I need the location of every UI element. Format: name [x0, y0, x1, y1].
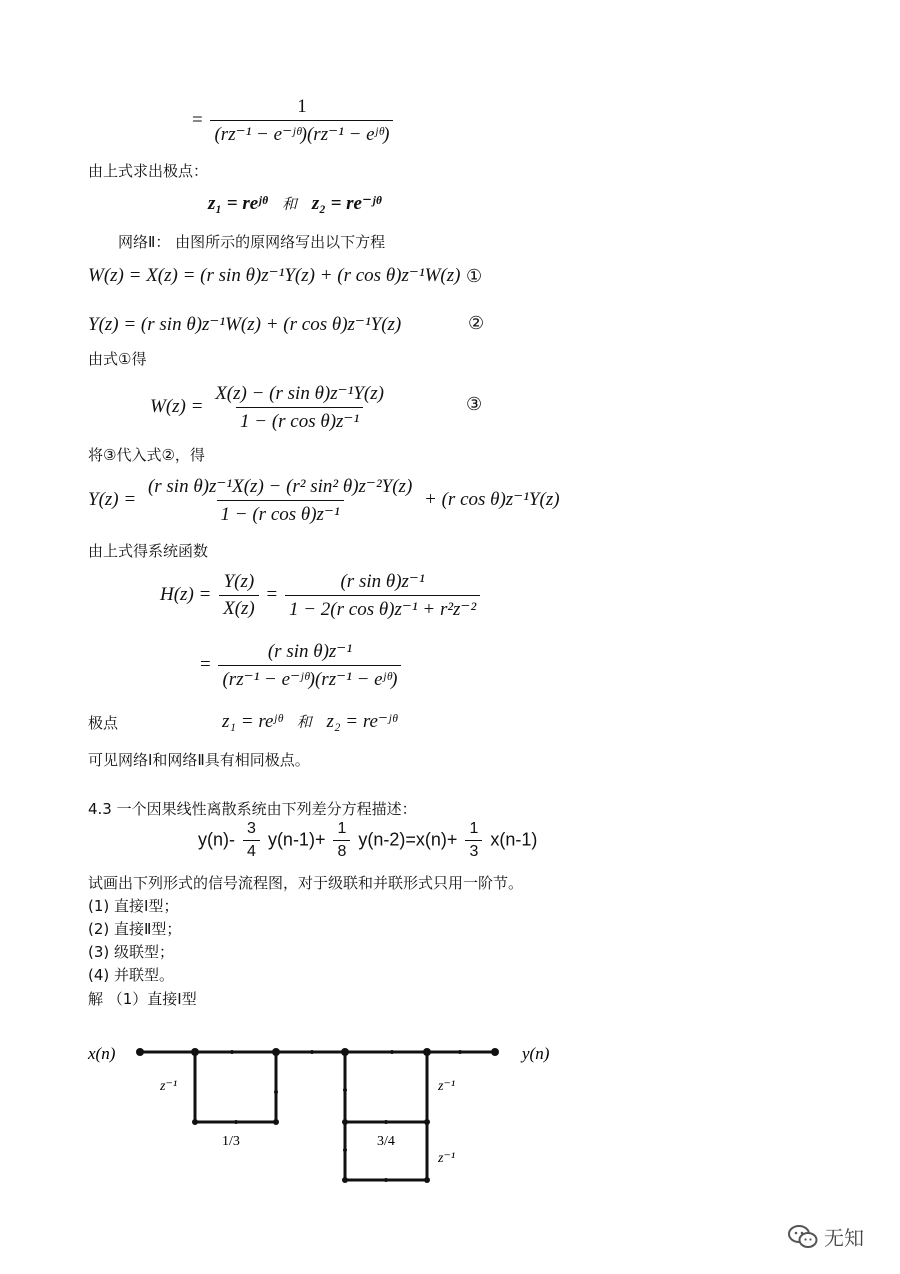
list-item: (3) 级联型；	[88, 943, 175, 961]
text-same-poles: 可见网络Ⅰ和网络Ⅱ具有相同极点。	[88, 751, 310, 769]
text-solution: 解 （1）直接Ⅰ型	[88, 990, 197, 1008]
arrow-mark	[458, 1050, 462, 1054]
equation-5-lhs: H(z) =	[160, 583, 212, 605]
numerator: 3	[247, 820, 256, 837]
arrow-mark	[343, 1088, 347, 1092]
input-label: x(n)	[88, 1044, 116, 1063]
node	[272, 1048, 280, 1056]
equation-3	[150, 382, 391, 433]
node	[423, 1048, 431, 1056]
wechat-icon	[788, 1224, 818, 1250]
denominator: X(z)	[219, 595, 259, 620]
difference-equation	[198, 820, 537, 861]
text-poles-intro: 由上式求出极点：	[88, 162, 209, 180]
denominator: 1 − 2(r cos θ)z⁻¹ + r²z⁻²	[285, 595, 480, 621]
node	[191, 1048, 199, 1056]
arrow-mark	[390, 1050, 394, 1054]
arrow-mark	[230, 1050, 234, 1054]
text-network2: 网络Ⅱ： 由图所示的原网络写出以下方程	[118, 233, 386, 251]
equals-sign: =	[192, 109, 203, 131]
text-substitute: 将③代入式②，得	[88, 446, 205, 464]
denominator: 1 − (r cos θ)z⁻¹	[236, 407, 363, 433]
watermark-text: 无知	[824, 1226, 864, 1250]
equation-4-lhs: Y(z) =	[88, 488, 137, 510]
node	[424, 1177, 430, 1183]
equation-2	[88, 313, 401, 336]
equation-3-marker: ③	[466, 394, 483, 415]
gain-label-right: 3/4	[377, 1134, 395, 1149]
and-word: 和	[296, 713, 312, 731]
diff-term-b: y(n-1)+	[267, 829, 326, 850]
node	[424, 1119, 430, 1125]
node	[341, 1048, 349, 1056]
diff-term-a: y(n)-	[198, 829, 235, 850]
numerator: X(z) − (r sin θ)z⁻¹Y(z)	[215, 383, 384, 404]
node	[192, 1119, 198, 1125]
watermark	[788, 1222, 864, 1251]
gain-label-left: 1/3	[222, 1134, 240, 1149]
fraction-3-4	[243, 820, 260, 861]
arrow-mark	[234, 1120, 238, 1124]
equation-top	[192, 96, 396, 146]
equation-2-body: Y(z) = (r sin θ)z⁻¹W(z) + (r cos θ)z⁻¹Y(z)	[88, 314, 402, 335]
node	[342, 1177, 348, 1183]
arrow-mark	[384, 1178, 388, 1182]
signal-flow-diagram	[0, 1030, 600, 1200]
numerator: (r sin θ)z⁻¹	[267, 641, 353, 662]
denominator: 8	[333, 840, 350, 861]
diff-term-c: y(n-2)=x(n)+	[358, 829, 458, 850]
text-question-4-3: 4.3 一个因果线性离散系统由下列差分方程描述：	[88, 800, 417, 818]
numerator: 1	[337, 820, 347, 837]
numerator: (r sin θ)z⁻¹	[340, 571, 425, 592]
denominator: 1 − (r cos θ)z⁻¹	[217, 500, 344, 526]
delay-label-right-2: z⁻¹	[438, 1151, 456, 1166]
denominator: (rz⁻¹ − e⁻ʲᶿ)(rz⁻¹ − eʲᶿ)	[218, 665, 401, 691]
equation-2-marker: ②	[468, 313, 485, 334]
numerator: 1	[469, 820, 479, 837]
pole-z2: z₂ = re⁻ʲᶿ	[326, 711, 397, 732]
list-item: (4) 并联型。	[88, 966, 175, 984]
output-label: y(n)	[522, 1044, 550, 1063]
poles-equation-2	[222, 710, 397, 733]
delay-label-left: z⁻¹	[160, 1079, 178, 1094]
arrow-mark	[310, 1050, 314, 1054]
arrow-mark	[343, 1148, 347, 1152]
text-task: 试画出下列形式的信号流程图，对于级联和并联形式只用一阶节。	[88, 874, 524, 892]
equation-1-body: W(z) = X(z) = (r sin θ)z⁻¹Y(z) + (r cos θ)z⁻¹W(z)	[88, 265, 461, 286]
equation-6	[200, 640, 404, 691]
equation-4-tail: + (r cos θ)z⁻¹Y(z)	[424, 488, 560, 510]
equals-sign: =	[200, 653, 211, 675]
fraction	[210, 96, 393, 146]
denominator: 3	[465, 840, 482, 861]
arrow-mark	[274, 1090, 278, 1094]
equation-5	[160, 570, 483, 621]
text-from-eq1: 由式①得	[88, 350, 147, 368]
fraction	[144, 475, 416, 526]
poles-equation-1	[208, 192, 381, 215]
arrow-mark	[384, 1120, 388, 1124]
equals-sign: =	[266, 583, 278, 605]
equation-3-lhs: W(z) =	[150, 395, 204, 417]
denominator: (rz⁻¹ − e⁻ʲᶿ)(rz⁻¹ − eʲᶿ)	[210, 120, 393, 146]
fraction-1-8	[333, 820, 350, 861]
equation-1-marker: ①	[466, 266, 483, 287]
fraction-1-3	[465, 820, 482, 861]
numerator: (r sin θ)z⁻¹X(z) − (r² sin² θ)z⁻²Y(z)	[147, 476, 413, 497]
fraction	[218, 640, 401, 691]
equation-4	[88, 475, 560, 526]
list-item: (1) 直接Ⅰ型；	[88, 897, 179, 915]
pole-z2: z₂ = re⁻ʲᶿ	[311, 193, 382, 214]
node	[136, 1048, 144, 1056]
list-item: (2) 直接Ⅱ型；	[88, 920, 182, 938]
denominator: 4	[243, 840, 260, 861]
diff-term-d: x(n-1)	[490, 829, 538, 850]
fraction	[285, 570, 480, 621]
delay-label-right-1: z⁻¹	[438, 1079, 456, 1094]
numerator: 1	[297, 96, 307, 117]
numerator: Y(z)	[223, 571, 255, 592]
node	[342, 1119, 348, 1125]
node	[491, 1048, 499, 1056]
fraction	[211, 382, 388, 433]
text-system-function: 由上式得系统函数	[88, 542, 209, 560]
node	[273, 1119, 279, 1125]
text-poles-label: 极点	[88, 714, 119, 732]
and-word: 和	[282, 195, 298, 213]
equation-1	[88, 264, 461, 287]
pole-z1: z₁ = reʲᶿ	[208, 193, 268, 214]
pole-z1: z₁ = reʲᶿ	[222, 711, 282, 732]
fraction	[219, 571, 259, 620]
